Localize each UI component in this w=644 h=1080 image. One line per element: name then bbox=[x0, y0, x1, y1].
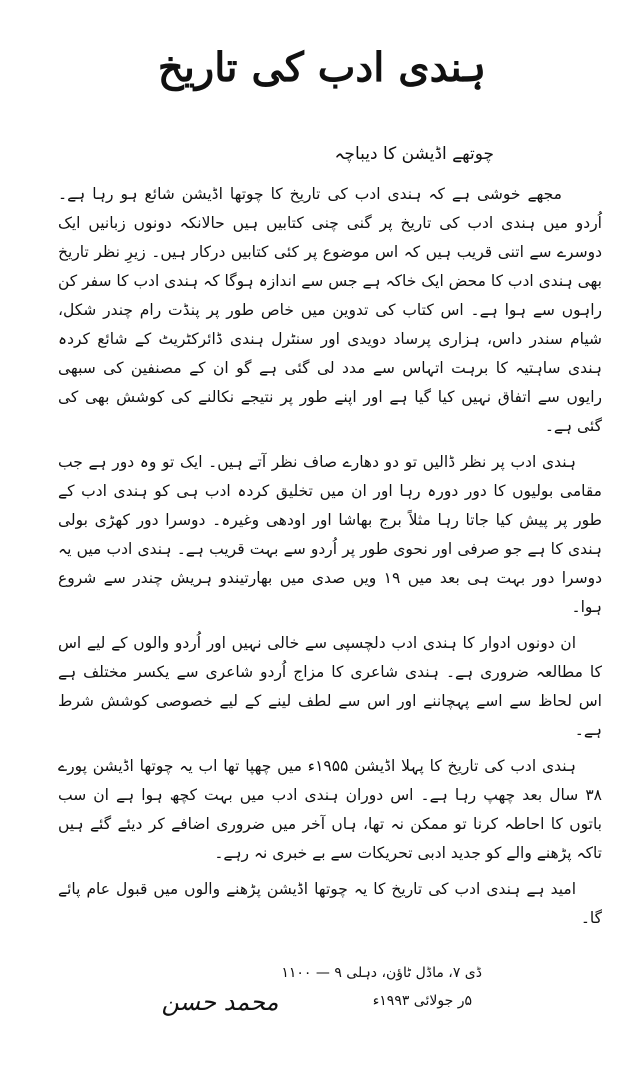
document-subtitle: چوتھے اڈیشن کا دیباچہ bbox=[334, 144, 494, 164]
paragraph-3: ان دونوں ادوار کا ہندی ادب دلچسپی سے خالی نہیں اور اُردو والوں کے لیے اس کا مطالعہ ضروری ہے۔ ہندی شاعری کا مزاج اُردو شاعری سے یکسر مختلف ہے اس لحاظ سے اسے پہچاننے اور اس سے لطف لینے کے لیے خصوصی کوشش شرط ہے۔ bbox=[58, 634, 602, 739]
paragraph-1: مجھے خوشی ہے کہ ہندی ادب کی تاریخ کا چوتھا اڈیشن شائع ہو رہا ہے۔ اُردو میں ہندی ادب کی تاریخ پر گنی چنی کتابیں ہیں حالانکہ دونوں زبانیں ایک دوسرے سے اتنی قریب ہیں کہ اس موضوع پر کئی کتابیں درکار ہیں۔ زیرِ نظر تاریخ بھی ہندی ادب کا محض ایک خاکہ ہے جس سے اندازہ ہوگا کہ ہندی ادب کا سفر کن راہوں سے ہوا ہے۔ اس کتاب کی تدوین میں خاص طور پر پنڈت رام چندر شکل، شیام سندر داس، ہزاری پرساد دویدی اور سنٹرل ہندی ڈائرکٹریٹ کے شائع کردہ ہندی ساہتیہ کا برہت اتہاس سے مدد لی گئی ہے گو ان کے مصنفین کی سبھی رایوں سے اتفاق نہیں کیا گیا ہے اور اپنے طور پر نتیجے نکالنے کی کوشش بھی کی گئی ہے۔ bbox=[58, 185, 602, 435]
paragraph-2: ہندی ادب پر نظر ڈالیں تو دو دھارے صاف نظر آتے ہیں۔ ایک تو وہ دور ہے جب مقامی بولیوں کا دور دورہ رہا اور ان میں تخلیق کردہ ادب ہی کو ہندی ادب کے طور پر پیش کیا جاتا رہا مثلاً برج بھاشا اور اودھی وغیرہ۔ دوسرا دور کھڑی بولی ہندی کا ہے جو صرفی اور نحوی طور پر اُردو سے بہت قریب ہے۔ ہندی ادب میں یہ دوسرا دور بہت ہی بعد میں ۱۹ ویں صدی میں بھارتیندو ہریش چندر سے شروع ہوا۔ bbox=[58, 453, 602, 616]
document-date: ۵ر جولائی ۱۹۹۳ء bbox=[372, 993, 472, 1009]
paragraph-4: ہندی ادب کی تاریخ کا پہلا اڈیشن ۱۹۵۵ء میں چھپا تھا اب یہ چوتھا اڈیشن پورے ۳۸ سال بعد چھپ رہا ہے۔ اس دوران ہندی ادب میں بہت کچھ ہوا ہے ان سب باتوں کا احاطہ کرنا تو ممکن نہ تھا، ہاں آخر میں ضروری اضافے کر دیئے گئے ہیں تاکہ پڑھنے والے کو جدید ادبی تحریکات سے بے خبری نہ رہے۔ bbox=[58, 757, 602, 862]
author-address: ڈی ۷، ماڈل ٹاؤن، دہلی ۹ — ۱۱۰۰ bbox=[281, 965, 482, 981]
author-signature: محمد حسن bbox=[161, 988, 279, 1016]
document-title: ہندی ادب کی تاریخ bbox=[157, 44, 487, 91]
paragraph-5: امید ہے ہندی ادب کی تاریخ کا یہ چوتھا اڈیشن پڑھنے والوں میں قبول عام پائے گا۔ bbox=[58, 880, 602, 927]
document-body bbox=[58, 180, 602, 933]
